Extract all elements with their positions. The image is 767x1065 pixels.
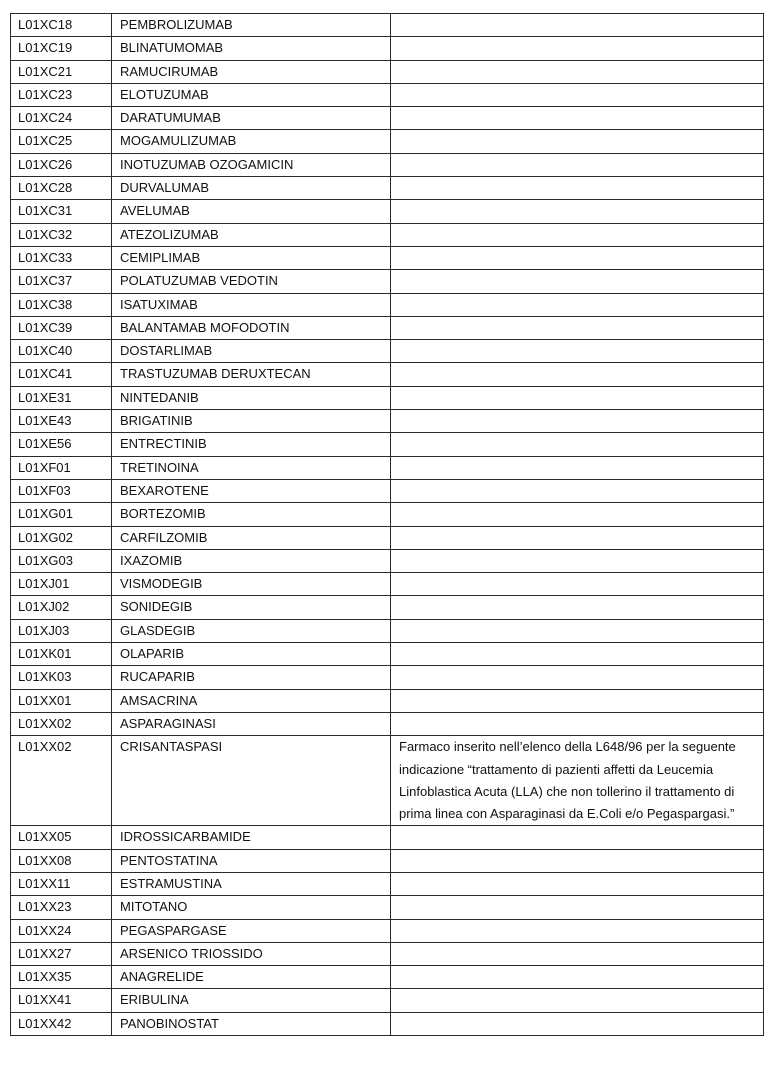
table-row	[11, 826, 764, 849]
note-cell	[391, 989, 764, 1012]
note-cell	[391, 107, 764, 130]
note-cell	[391, 549, 764, 572]
table-row	[11, 60, 764, 83]
note-cell	[391, 826, 764, 849]
atc-code-cell: L01XC23	[11, 83, 112, 106]
table-row	[11, 619, 764, 642]
table-row	[11, 386, 764, 409]
atc-code-cell: L01XC28	[11, 177, 112, 200]
atc-code-cell: L01XX35	[11, 966, 112, 989]
note-cell	[391, 200, 764, 223]
note-cell	[391, 503, 764, 526]
drug-name-cell: CEMIPLIMAB	[112, 246, 391, 269]
drug-name-cell: ANAGRELIDE	[112, 966, 391, 989]
table-row	[11, 573, 764, 596]
atc-code-cell: L01XG02	[11, 526, 112, 549]
atc-code-cell: L01XJ02	[11, 596, 112, 619]
note-cell	[391, 896, 764, 919]
drug-name-cell: CRISANTASPASI	[112, 736, 391, 826]
drug-code-table	[10, 13, 764, 1036]
table-row	[11, 849, 764, 872]
table-row	[11, 433, 764, 456]
drug-name-cell: ENTRECTINIB	[112, 433, 391, 456]
table-row	[11, 410, 764, 433]
table-row	[11, 549, 764, 572]
drug-name-cell: ASPARAGINASI	[112, 712, 391, 735]
table-row	[11, 689, 764, 712]
table-row	[11, 1012, 764, 1035]
table-row	[11, 177, 764, 200]
drug-name-cell: TRASTUZUMAB DERUXTECAN	[112, 363, 391, 386]
note-cell	[391, 363, 764, 386]
atc-code-cell: L01XE31	[11, 386, 112, 409]
drug-name-cell: ARSENICO TRIOSSIDO	[112, 942, 391, 965]
drug-name-cell: PEMBROLIZUMAB	[112, 14, 391, 37]
atc-code-cell: L01XF03	[11, 479, 112, 502]
note-cell	[391, 526, 764, 549]
atc-code-cell: L01XK01	[11, 643, 112, 666]
table-row	[11, 340, 764, 363]
atc-code-cell: L01XC24	[11, 107, 112, 130]
drug-name-cell: SONIDEGIB	[112, 596, 391, 619]
atc-code-cell: L01XX02	[11, 736, 112, 826]
drug-name-cell: IXAZOMIB	[112, 549, 391, 572]
drug-name-cell: RUCAPARIB	[112, 666, 391, 689]
drug-name-cell: GLASDEGIB	[112, 619, 391, 642]
table-row	[11, 596, 764, 619]
drug-name-cell: INOTUZUMAB OZOGAMICIN	[112, 153, 391, 176]
note-cell	[391, 410, 764, 433]
atc-code-cell: L01XX23	[11, 896, 112, 919]
note-cell	[391, 643, 764, 666]
table-row	[11, 966, 764, 989]
atc-code-cell: L01XC21	[11, 60, 112, 83]
table-row	[11, 479, 764, 502]
table-row	[11, 316, 764, 339]
atc-code-cell: L01XE56	[11, 433, 112, 456]
atc-code-cell: L01XC19	[11, 37, 112, 60]
note-cell: Farmaco inserito nell’elenco della L648/96 per la seguente indicazione “trattamento di pazienti affetti da Leucemia Linfoblastica Acuta (LLA) che non tollerino il trattamento di prima linea con Asparaginasi da E.Coli e/o Pegaspargasi.”	[391, 736, 764, 826]
note-cell	[391, 479, 764, 502]
note-cell	[391, 456, 764, 479]
drug-name-cell: ATEZOLIZUMAB	[112, 223, 391, 246]
atc-code-cell: L01XC25	[11, 130, 112, 153]
note-cell	[391, 433, 764, 456]
atc-code-cell: L01XX42	[11, 1012, 112, 1035]
note-cell	[391, 919, 764, 942]
atc-code-cell: L01XF01	[11, 456, 112, 479]
atc-code-cell: L01XX02	[11, 712, 112, 735]
drug-name-cell: PEGASPARGASE	[112, 919, 391, 942]
table-row	[11, 666, 764, 689]
atc-code-cell: L01XK03	[11, 666, 112, 689]
table-row	[11, 643, 764, 666]
drug-code-table-body	[11, 14, 764, 1036]
atc-code-cell: L01XC37	[11, 270, 112, 293]
note-cell	[391, 293, 764, 316]
drug-name-cell: ERIBULINA	[112, 989, 391, 1012]
note-cell	[391, 386, 764, 409]
drug-name-cell: CARFILZOMIB	[112, 526, 391, 549]
note-cell	[391, 340, 764, 363]
note-cell	[391, 130, 764, 153]
atc-code-cell: L01XC31	[11, 200, 112, 223]
atc-code-cell: L01XX08	[11, 849, 112, 872]
atc-code-cell: L01XJ03	[11, 619, 112, 642]
drug-name-cell: VISMODEGIB	[112, 573, 391, 596]
note-cell	[391, 83, 764, 106]
drug-name-cell: RAMUCIRUMAB	[112, 60, 391, 83]
table-row	[11, 153, 764, 176]
atc-code-cell: L01XX01	[11, 689, 112, 712]
drug-name-cell: NINTEDANIB	[112, 386, 391, 409]
drug-name-cell: BORTEZOMIB	[112, 503, 391, 526]
table-row	[11, 14, 764, 37]
atc-code-cell: L01XJ01	[11, 573, 112, 596]
table-row	[11, 919, 764, 942]
drug-name-cell: DURVALUMAB	[112, 177, 391, 200]
table-row	[11, 989, 764, 1012]
drug-name-cell: PANOBINOSTAT	[112, 1012, 391, 1035]
note-cell	[391, 872, 764, 895]
drug-name-cell: AMSACRINA	[112, 689, 391, 712]
drug-name-cell: TRETINOINA	[112, 456, 391, 479]
drug-name-cell: ELOTUZUMAB	[112, 83, 391, 106]
table-row	[11, 736, 764, 826]
table-row	[11, 526, 764, 549]
drug-name-cell: DOSTARLIMAB	[112, 340, 391, 363]
atc-code-cell: L01XX11	[11, 872, 112, 895]
note-cell	[391, 689, 764, 712]
atc-code-cell: L01XC40	[11, 340, 112, 363]
note-cell	[391, 223, 764, 246]
atc-code-cell: L01XG03	[11, 549, 112, 572]
note-cell	[391, 942, 764, 965]
drug-name-cell: ESTRAMUSTINA	[112, 872, 391, 895]
note-cell	[391, 316, 764, 339]
drug-name-cell: MOGAMULIZUMAB	[112, 130, 391, 153]
table-row	[11, 456, 764, 479]
table-row	[11, 83, 764, 106]
atc-code-cell: L01XX41	[11, 989, 112, 1012]
note-cell	[391, 1012, 764, 1035]
table-row	[11, 270, 764, 293]
atc-code-cell: L01XC32	[11, 223, 112, 246]
note-cell	[391, 270, 764, 293]
atc-code-cell: L01XE43	[11, 410, 112, 433]
note-cell	[391, 849, 764, 872]
table-row	[11, 896, 764, 919]
table-row	[11, 37, 764, 60]
drug-name-cell: MITOTANO	[112, 896, 391, 919]
atc-code-cell: L01XC33	[11, 246, 112, 269]
note-cell	[391, 573, 764, 596]
note-cell	[391, 60, 764, 83]
atc-code-cell: L01XC41	[11, 363, 112, 386]
table-row	[11, 223, 764, 246]
drug-name-cell: BRIGATINIB	[112, 410, 391, 433]
atc-code-cell: L01XX24	[11, 919, 112, 942]
table-row	[11, 503, 764, 526]
drug-name-cell: BALANTAMAB MOFODOTIN	[112, 316, 391, 339]
note-cell	[391, 14, 764, 37]
note-cell	[391, 246, 764, 269]
note-cell	[391, 966, 764, 989]
note-cell	[391, 37, 764, 60]
table-row	[11, 107, 764, 130]
note-cell	[391, 596, 764, 619]
drug-name-cell: PENTOSTATINA	[112, 849, 391, 872]
note-cell	[391, 177, 764, 200]
atc-code-cell: L01XC18	[11, 14, 112, 37]
table-row	[11, 942, 764, 965]
atc-code-cell: L01XC39	[11, 316, 112, 339]
drug-name-cell: AVELUMAB	[112, 200, 391, 223]
table-row	[11, 293, 764, 316]
atc-code-cell: L01XC38	[11, 293, 112, 316]
atc-code-cell: L01XX27	[11, 942, 112, 965]
table-row	[11, 363, 764, 386]
drug-name-cell: ISATUXIMAB	[112, 293, 391, 316]
table-row	[11, 872, 764, 895]
atc-code-cell: L01XX05	[11, 826, 112, 849]
drug-name-cell: POLATUZUMAB VEDOTIN	[112, 270, 391, 293]
note-cell	[391, 619, 764, 642]
table-row	[11, 712, 764, 735]
drug-name-cell: OLAPARIB	[112, 643, 391, 666]
atc-code-cell: L01XC26	[11, 153, 112, 176]
atc-code-cell: L01XG01	[11, 503, 112, 526]
note-cell	[391, 666, 764, 689]
drug-name-cell: IDROSSICARBAMIDE	[112, 826, 391, 849]
note-cell	[391, 153, 764, 176]
drug-name-cell: BEXAROTENE	[112, 479, 391, 502]
table-row	[11, 246, 764, 269]
note-cell	[391, 712, 764, 735]
drug-name-cell: DARATUMUMAB	[112, 107, 391, 130]
table-row	[11, 130, 764, 153]
table-row	[11, 200, 764, 223]
drug-name-cell: BLINATUMOMAB	[112, 37, 391, 60]
